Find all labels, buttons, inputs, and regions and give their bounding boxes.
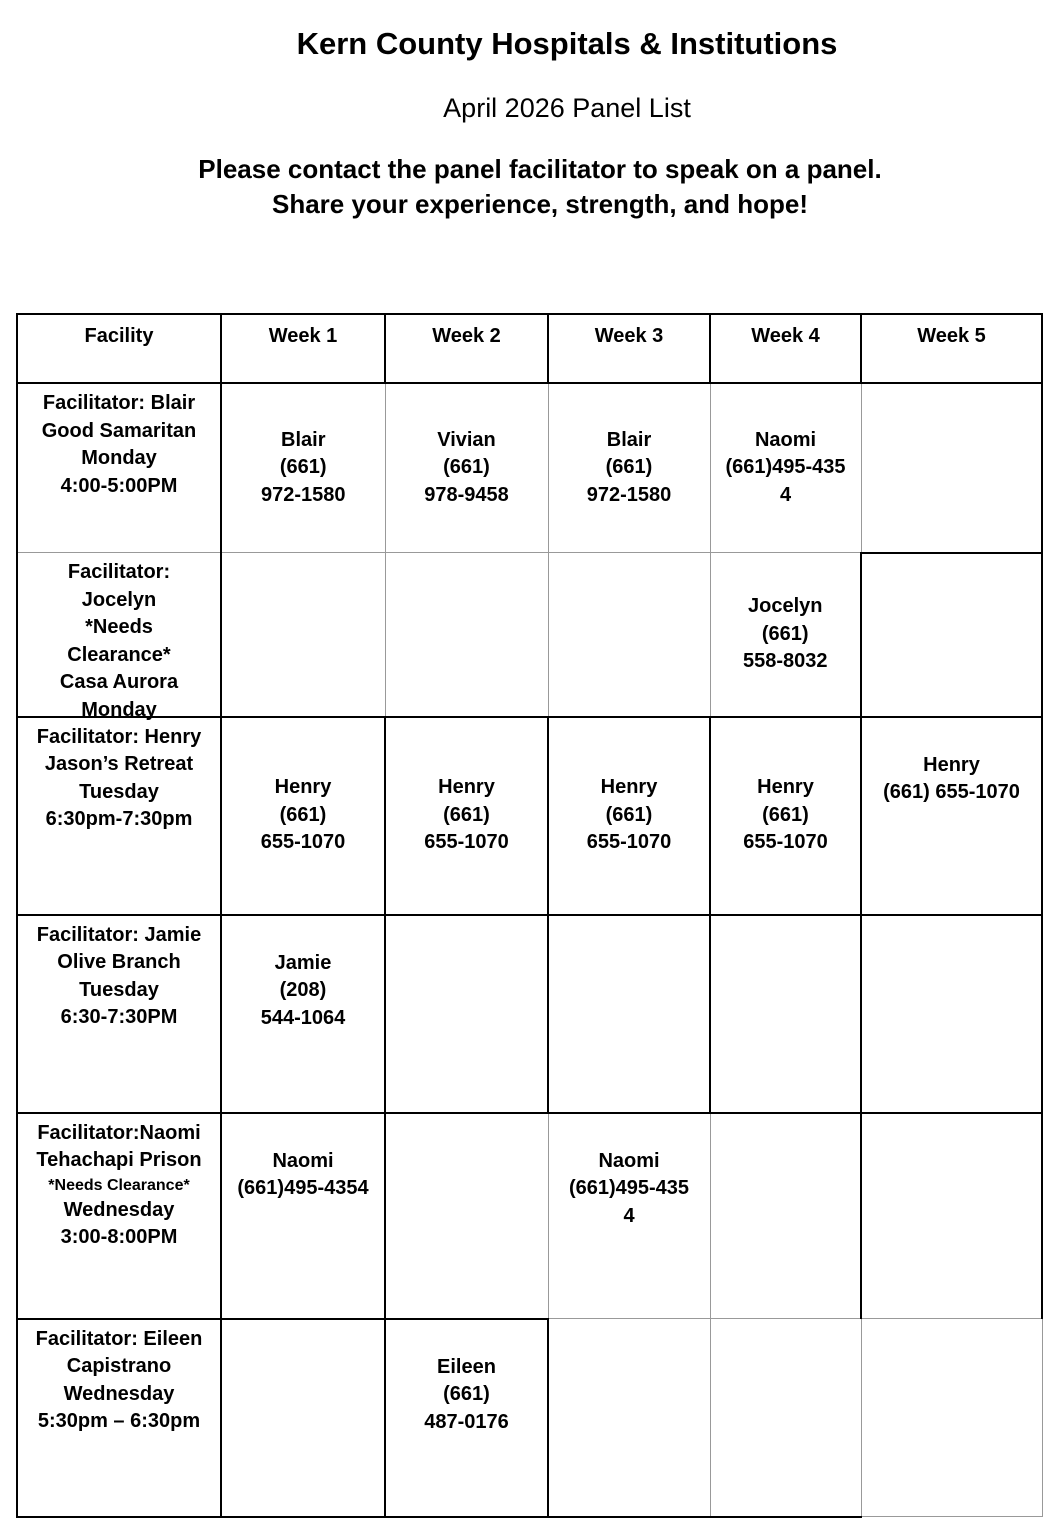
facility-cell (17, 1319, 221, 1517)
speaker-phone: (661) (605, 456, 653, 479)
speaker-phone: 972-1580 (260, 483, 346, 506)
speaker-phone: (661) (761, 622, 809, 645)
facility-line: Tehachapi Prison (36, 1149, 202, 1171)
clearance-note: *Needs Clearance* (48, 1176, 190, 1194)
instruction-line-2: Share your experience, strength, and hope! (271, 189, 809, 219)
header-week-4: Week 4 (710, 314, 861, 383)
facility-line: Casa Aurora (59, 671, 179, 693)
speaker-phone: 4 (623, 1204, 635, 1227)
document-subtitle: April 2026 Panel List (443, 93, 691, 123)
facility-cell (17, 1113, 221, 1319)
table-row (17, 553, 1042, 717)
facility-line: Facilitator: Henry (36, 725, 202, 748)
header-week-5: Week 5 (861, 314, 1042, 383)
week-cell (221, 383, 385, 553)
speaker-phone: 487-0176 (424, 1410, 509, 1433)
facility-line: Jocelyn (81, 588, 157, 611)
facility-line: Jason’s Retreat (44, 753, 194, 775)
speaker-name: Henry (923, 753, 980, 776)
facility-line: 6:30pm-7:30pm (45, 808, 193, 830)
week-cell-empty (385, 553, 548, 717)
speaker-phone: 655-1070 (424, 831, 509, 854)
week-cell-empty (710, 915, 861, 1113)
table-header-row (17, 314, 1042, 383)
week-cell-empty (861, 915, 1042, 1113)
table-row (17, 1319, 1042, 1517)
speaker-name: Henry (274, 776, 332, 799)
facility-line: 5:30pm – 6:30pm (37, 1410, 201, 1432)
speaker-phone: (661)495-435 (568, 1177, 690, 1199)
week-cell-empty (221, 1319, 385, 1517)
speaker-phone: (661) (443, 803, 490, 826)
speaker-phone: (661) (762, 803, 809, 826)
week-cell (385, 383, 548, 553)
facility-line: Good Samaritan (41, 419, 197, 442)
instruction-line-1: Please contact the panel facilitator to speak on a panel. (198, 154, 882, 184)
table-row (17, 717, 1042, 915)
week-cell (385, 1319, 548, 1517)
facility-line: 4:00-5:00PM (60, 474, 178, 497)
speaker-name: Eileen (437, 1355, 496, 1378)
panel-schedule-table (16, 313, 1043, 1518)
week-cell (221, 915, 385, 1113)
week-cell-empty (385, 1113, 548, 1319)
speaker-phone: (661) (443, 1383, 490, 1405)
week-cell-empty (861, 553, 1042, 717)
header-facility: Facility (17, 314, 221, 383)
speaker-phone: 655-1070 (743, 831, 828, 854)
table-row (17, 915, 1042, 1113)
facility-line: Wednesday (63, 1382, 175, 1405)
week-cell (221, 1113, 385, 1319)
week-cell (710, 383, 861, 553)
week-cell (548, 717, 710, 915)
speaker-phone: (661)495-435 (725, 456, 846, 479)
speaker-name: Vivian (437, 428, 496, 451)
facility-line: Facilitator:Naomi (37, 1121, 201, 1144)
week-cell (548, 383, 710, 553)
speaker-phone: (661) (279, 456, 327, 479)
facility-line: Monday (81, 447, 157, 469)
header-week-1: Week 1 (221, 314, 385, 383)
speaker-name: Naomi (598, 1149, 660, 1172)
week-cell-empty (548, 1319, 710, 1517)
facility-cell (17, 915, 221, 1113)
document-title: Kern County Hospitals & Institutions (296, 26, 838, 61)
table-row (17, 1113, 1042, 1319)
facility-line: Tuesday (79, 780, 159, 803)
speaker-phone: (661)495-4354 (237, 1177, 369, 1199)
speaker-name: Jamie (274, 951, 332, 974)
speaker-name: Henry (757, 776, 814, 799)
speaker-phone: (661) (443, 456, 490, 479)
header-week-3: Week 3 (548, 314, 710, 383)
week-cell (710, 717, 861, 915)
facility-cell (17, 553, 221, 721)
facility-cell (17, 383, 221, 553)
table-row (17, 383, 1042, 553)
speaker-name: Jocelyn (748, 595, 823, 617)
speaker-name: Blair (606, 428, 652, 451)
speaker-name: Henry (438, 776, 495, 799)
week-cell-empty (548, 915, 710, 1113)
week-cell (385, 717, 548, 915)
speaker-phone: 655-1070 (260, 831, 346, 854)
week-cell-empty (385, 915, 548, 1113)
facility-line: *Needs (85, 616, 153, 638)
facility-line: Facilitator: Blair (42, 392, 196, 414)
facility-cell (17, 717, 221, 915)
facility-line: 6:30-7:30PM (60, 1006, 178, 1028)
week-cell-empty (710, 1319, 861, 1517)
week-cell-empty (861, 1319, 1042, 1517)
facility-line: 3:00-8:00PM (60, 1226, 178, 1248)
instruction-text (40, 152, 1040, 222)
week-cell (861, 717, 1042, 915)
facility-line: Clearance* (67, 643, 171, 666)
speaker-phone: (661) 655-1070 (883, 781, 1020, 803)
speaker-name: Blair (281, 428, 326, 451)
header-week-2: Week 2 (385, 314, 548, 383)
facility-line: Tuesday (79, 978, 159, 1001)
speaker-name: Naomi (754, 428, 817, 451)
week-cell-empty (861, 1113, 1042, 1319)
speaker-phone: 558-8032 (742, 650, 828, 672)
speaker-phone: 655-1070 (586, 831, 672, 854)
week-cell (710, 553, 861, 717)
week-cell-empty (861, 383, 1042, 553)
facility-line: Monday (81, 698, 157, 721)
speaker-name: Henry (600, 776, 658, 799)
facility-clip (18, 559, 220, 721)
week-cell-empty (221, 553, 385, 717)
speaker-name: Naomi (272, 1149, 334, 1172)
facility-line: Olive Branch (57, 951, 181, 973)
speaker-phone: (661) (605, 803, 653, 826)
facility-line: Facilitator: Jamie (36, 923, 202, 946)
week-cell-empty (548, 553, 710, 717)
speaker-phone: 972-1580 (586, 483, 672, 506)
facility-line: Wednesday (63, 1198, 175, 1221)
facility-line: Capistrano (66, 1355, 172, 1377)
week-cell (548, 1113, 710, 1319)
speaker-phone: (661) (279, 803, 327, 826)
week-cell (221, 717, 385, 915)
facility-line: Facilitator: Eileen (35, 1327, 203, 1350)
speaker-phone: (208) (279, 979, 327, 1001)
week-cell-empty (710, 1113, 861, 1319)
facility-line: Facilitator: (67, 561, 171, 583)
speaker-phone: 4 (779, 483, 792, 506)
speaker-phone: 978-9458 (424, 483, 509, 506)
speaker-phone: 544-1064 (260, 1006, 346, 1029)
